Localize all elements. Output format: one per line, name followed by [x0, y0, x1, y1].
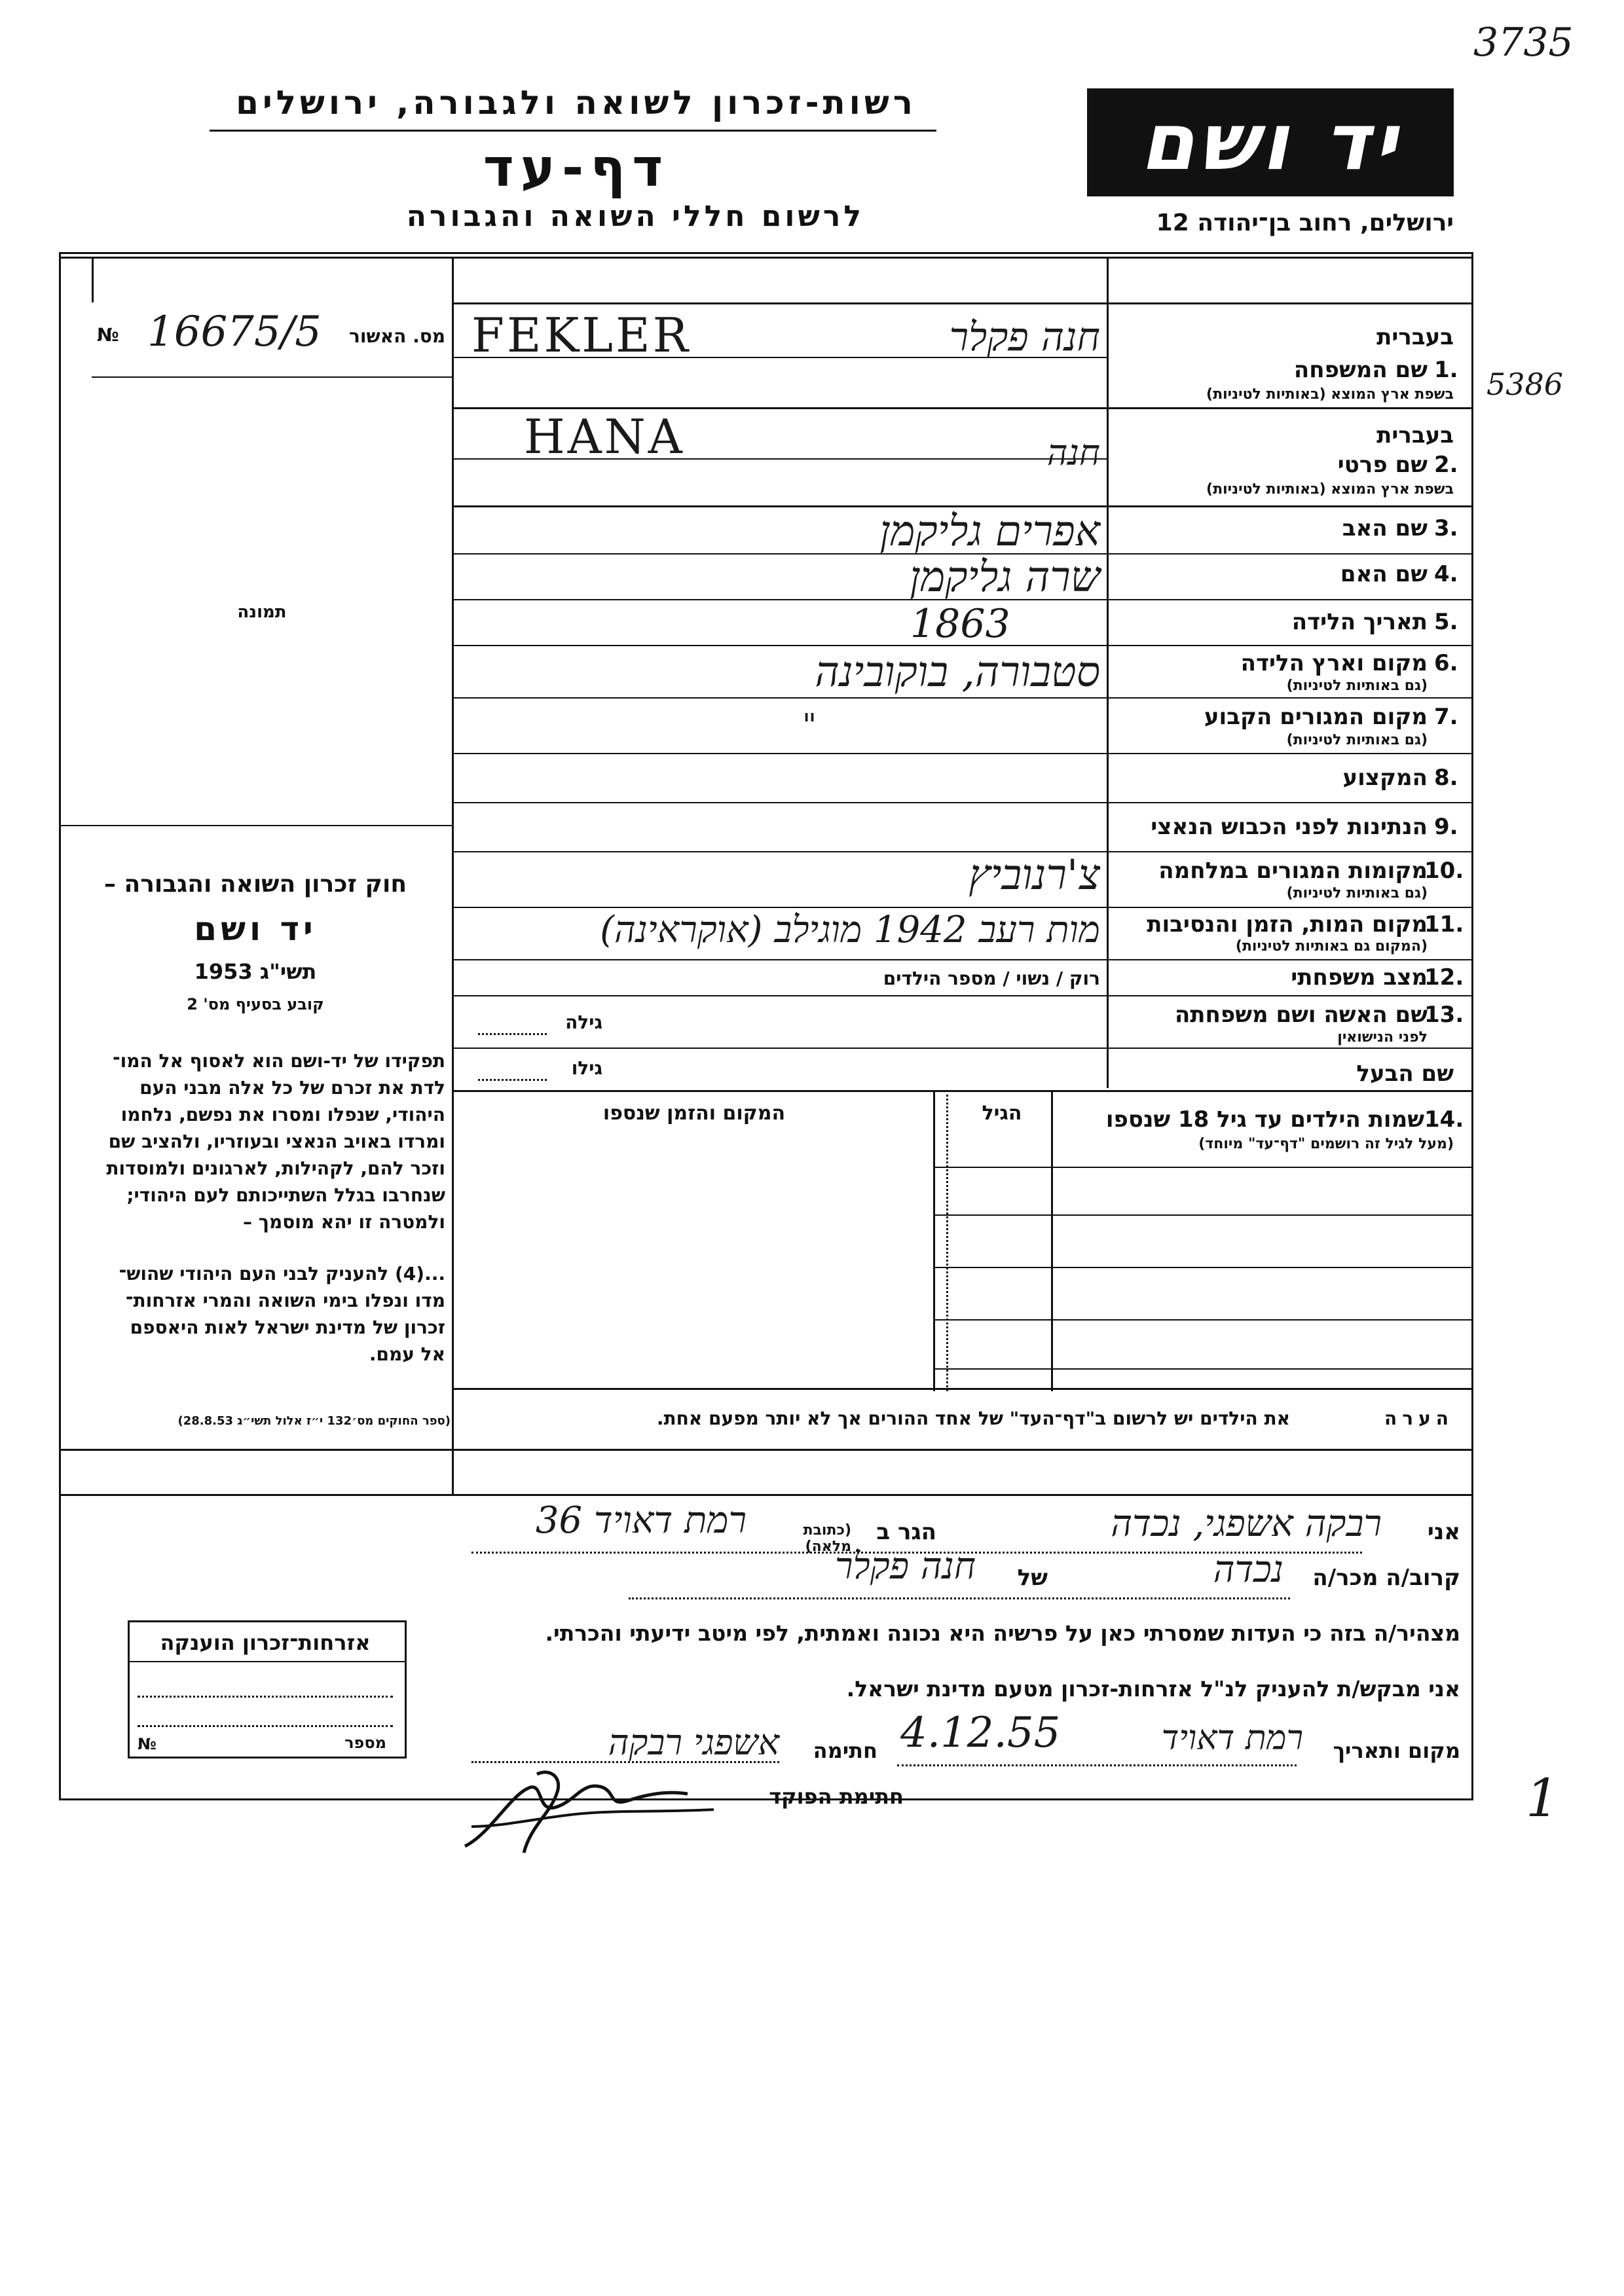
field-1-value-hebrew: חנה פקלר — [949, 314, 1100, 360]
field-11-sub: (המקום גם באותיות לטיניות) — [1235, 938, 1428, 955]
field-10-value: צ'רנוביץ — [969, 851, 1100, 900]
field-12-extra: רוק / נשוי / מספר הילדים — [883, 968, 1100, 989]
field-1-hebrew-label: בעברית — [1376, 324, 1454, 350]
field-7-sub: (גם באותיות לטיניות) — [1286, 732, 1428, 748]
children-age-header: הגיל — [982, 1102, 1022, 1125]
photo-label: תמונה — [237, 602, 287, 622]
field-9-label: הנתינות לפני הכבוש הנאצי — [1151, 814, 1428, 840]
citizenship-no-mark: № — [138, 1735, 157, 1753]
law-title: חוק זכרון השואה והגבורה – — [103, 871, 407, 898]
authority-title: רשות-זכרון לשואה ולגבורה, ירושלים — [236, 84, 917, 122]
field-4-number: 4. — [1434, 561, 1458, 587]
field-6-label: מקום וארץ הלידה — [1240, 650, 1428, 676]
law-paragraph: תפקידו של יד-ושם הוא לאסוף אל המו־ לדת את זכרם של כל אלה מבני העם היהודי, שנפלו ומסרו את נפשם, נלחמו ומרדו באויב הנאצי ובעוזריו, ולהציב שם וזכר להם, לקהילות, לארגונים ולמוסדות שנחרבו בגלל השתייכותם לעם היהודי; ולמטרה זו יהא מוסמך – — [106, 1050, 445, 1233]
note-label: הערה — [1384, 1408, 1454, 1429]
margin-mark: 1 — [1526, 1768, 1559, 1829]
law-year: תשי"ג 1953 — [194, 959, 317, 984]
decl-statement: מצהיר/ה בזה כי העדות שמסרתי כאן על פרשיה היא נכונה ואמתית, לפי מיטב ידיעתי והכרתי. — [545, 1620, 1460, 1646]
field-13-age-label: גילה — [565, 1011, 602, 1033]
yad-vashem-logo — [1087, 88, 1454, 196]
field-3-label: שם האב — [1342, 515, 1428, 541]
field-12-number: 12. — [1424, 964, 1464, 991]
inspector-signature-scribble — [452, 1755, 740, 1866]
children-sub: (מעל לגיל זה רושמים "דף־עד" מיוחד) — [1198, 1136, 1454, 1152]
field-2-sub: בשפת ארץ המוצא (באותיות לטיניות) — [1206, 481, 1454, 498]
form-subtitle: לרשום חללי השואה והגבורה — [406, 200, 864, 233]
decl-name: רבקה אשפגי, נכדה — [1111, 1503, 1382, 1545]
field-1-number: 1. — [1434, 357, 1458, 383]
field-6-number: 6. — [1434, 650, 1458, 676]
law-clause: קובע בסעיף מס' 2 — [187, 995, 324, 1013]
approval-number: 16675/5 — [147, 308, 322, 356]
field-7-value: " — [802, 707, 817, 744]
children-place-header: המקום והזמן שנספו — [602, 1102, 786, 1125]
field-1-value-latin: FEKLER — [471, 308, 691, 363]
law-citation: (ספר החוקים מס׳132 י״ז אלול תשי״ג 28.8.53) — [177, 1414, 451, 1428]
signature-value: אשפגי רבקה — [608, 1722, 779, 1763]
citizenship-box-title: אזרחות־זכרון הוענקה — [160, 1630, 371, 1655]
field-4-label: שם האם — [1340, 561, 1428, 587]
field-5-value: 1863 — [910, 601, 1010, 647]
inspector-signature-label: חתימת הפוקד — [769, 1784, 904, 1809]
decl-prefix: אני — [1427, 1519, 1460, 1545]
field-10-sub: (גם באותיות לטיניות) — [1286, 885, 1428, 902]
place-date-label: מקום ותאריך — [1333, 1738, 1460, 1763]
children-number: 14. — [1424, 1106, 1464, 1133]
decl-address-hint: (כתובת מלאה) — [803, 1522, 851, 1555]
field-5-label: תאריך הלידה — [1291, 609, 1428, 635]
field-5-number: 5. — [1434, 609, 1458, 635]
field-6-value: סטבורה, בוקובינה — [815, 648, 1100, 697]
field-8-label: המקצוע — [1342, 765, 1428, 791]
archive-number: 3735 — [1473, 20, 1574, 65]
approval-no-mark: № — [97, 324, 119, 346]
husband-age-label: גילו — [571, 1057, 602, 1079]
signature-label: חתימה — [813, 1738, 877, 1763]
field-7-label: מקום המגורים הקבוע — [1204, 704, 1428, 730]
field-10-label: מקומות המגורים במלחמה — [1158, 858, 1428, 884]
field-2-value-latin: HANA — [524, 409, 685, 464]
decl-request: אני מבקש/ת להעניק לנ"ל אזרחות-זכרון מטעם מדינת ישראל. — [846, 1676, 1460, 1702]
field-2-label: שם פרטי — [1337, 452, 1428, 478]
field-1-sub: בשפת ארץ המוצא (באותיות לטיניות) — [1206, 386, 1454, 403]
field-9-number: 9. — [1434, 814, 1458, 840]
side-number: 5386 — [1486, 367, 1564, 402]
decl-relation: נכדה — [1213, 1548, 1283, 1591]
children-label: שמות הילדים עד גיל 18 שנספו — [1105, 1106, 1424, 1133]
field-2-hebrew-label: בעברית — [1376, 422, 1454, 448]
date-value: 4.12.55 — [900, 1709, 1061, 1757]
field-1-label: שם המשפחה — [1293, 357, 1428, 383]
decl-of: של — [1017, 1565, 1048, 1591]
decl-address: רמת דאויד 36 — [535, 1499, 747, 1542]
field-13-label: שם האשה ושם משפחתה — [1174, 1002, 1428, 1028]
field-11-value: מות רעב 1942 מוגילב (אוקראינה) — [600, 909, 1100, 951]
field-10-number: 10. — [1424, 858, 1464, 884]
field-6-sub: (גם באותיות לטיניות) — [1286, 678, 1428, 694]
field-13-number: 13. — [1424, 1002, 1464, 1028]
approval-label: מס. האשור — [349, 325, 445, 347]
field-3-number: 3. — [1434, 515, 1458, 541]
field-3-value: אפרים גליקמן — [879, 507, 1100, 556]
law-name: יד ושם — [194, 910, 317, 948]
address: ירושלים, רחוב בן־יהודה 12 — [1156, 210, 1454, 236]
decl-resides: הגר ב — [876, 1519, 936, 1545]
field-7-number: 7. — [1434, 704, 1458, 730]
place-value: רמת דאויד — [1161, 1719, 1303, 1758]
law-paragraph-2: ...(4) להעניק לבני העם היהודי שהוש־ מדו ונפלו בימי השואה והמרי אזרחות־ זכרון של מדינת ישראל לאות היאספם אל עמם. — [119, 1263, 445, 1365]
field-2-number: 2. — [1434, 452, 1458, 478]
decl-victim-name: חנה פקלר — [835, 1545, 976, 1588]
decl-relation-label: קרוב/ה מכר/ה — [1312, 1565, 1460, 1591]
field-11-number: 11. — [1424, 911, 1464, 938]
husband-label: שם הבעל — [1356, 1061, 1454, 1087]
field-4-value: שרה גליקמן — [910, 553, 1100, 602]
field-12-label: מצב משפחתי — [1291, 964, 1428, 991]
logo-text: יד ושם — [1139, 97, 1401, 188]
field-11-label: מקום המות, הזמן והנסיבות — [1147, 911, 1428, 938]
field-2-value-hebrew: חנה — [1046, 432, 1100, 473]
form-title: דף-עד — [483, 137, 670, 198]
citizenship-number-label: מספר — [344, 1734, 386, 1752]
field-13-sub: לפני הנישואין — [1337, 1029, 1428, 1046]
note-text: את הילדים יש לרשום ב"דף־העד" של אחד ההורים אך לא יותר מפעם אחת. — [656, 1408, 1290, 1429]
field-8-number: 8. — [1434, 765, 1458, 791]
